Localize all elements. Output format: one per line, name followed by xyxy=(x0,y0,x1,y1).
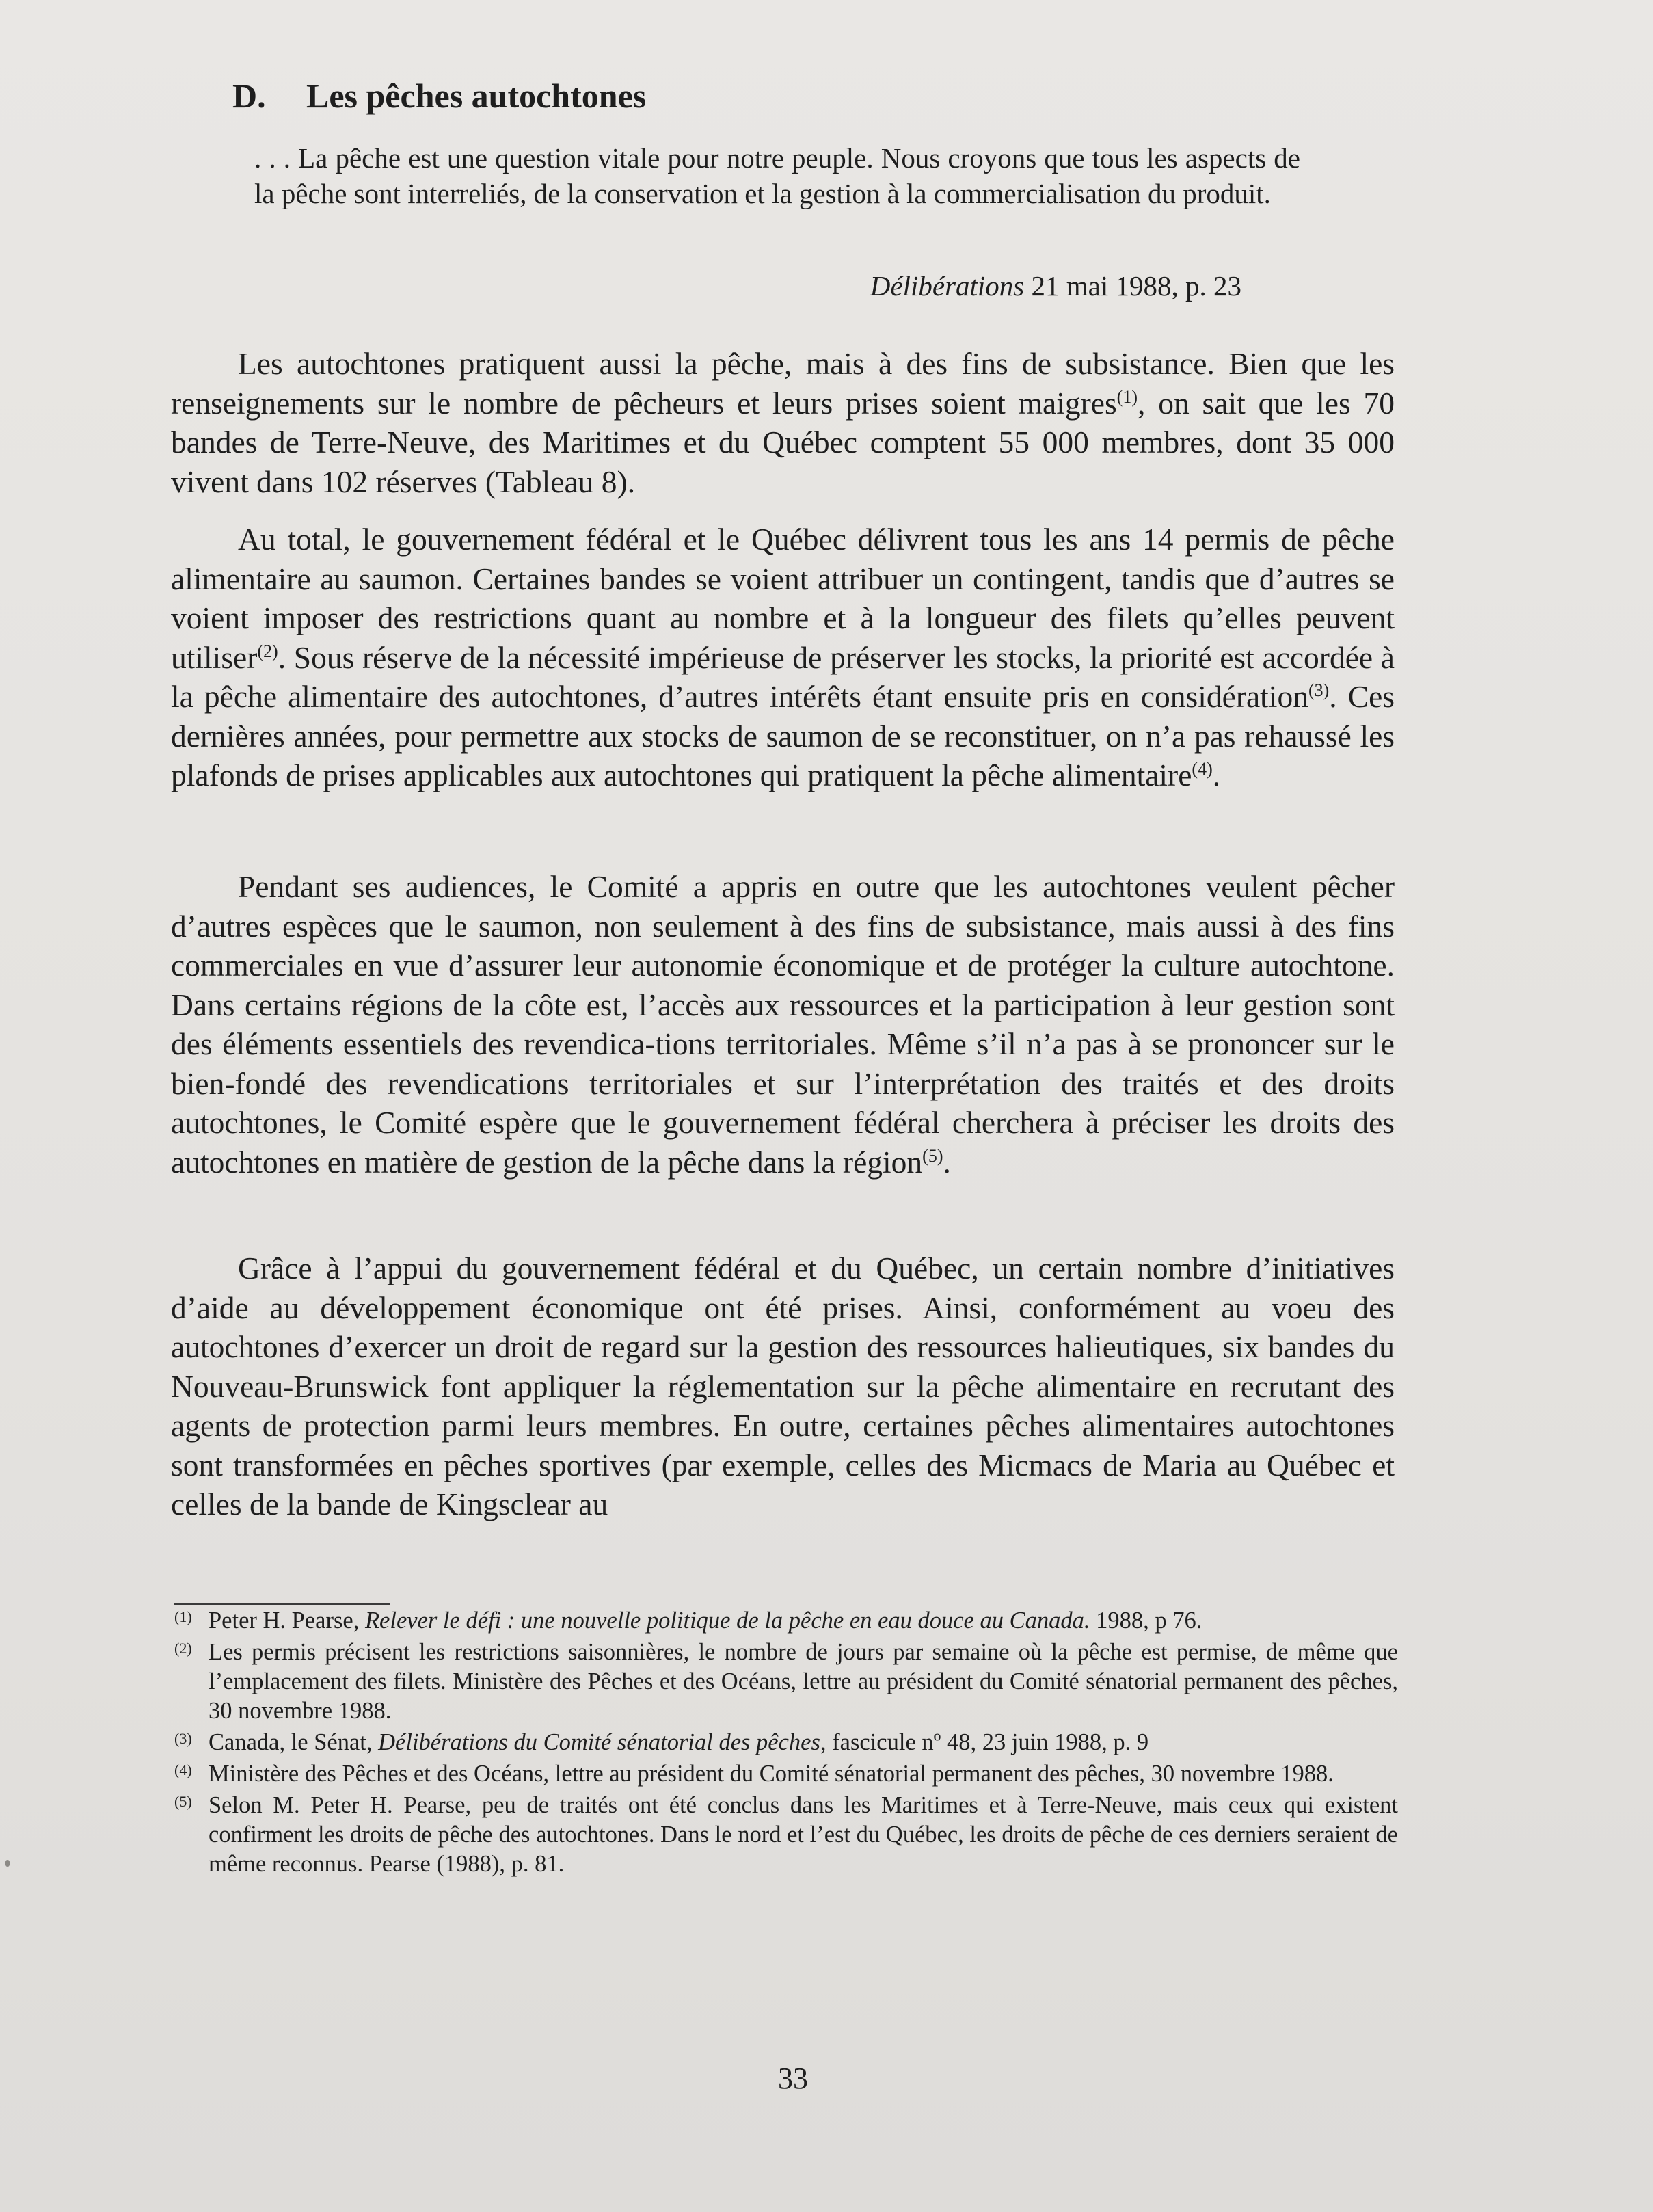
paragraph-1-text-b: , on sait que les 70 bandes de Terre-Neuve, des Maritimes et du Québec comptent 55 000 membres, dont 35 000 vivent dans 102 réserves (Tableau 8). xyxy=(171,385,1395,499)
quote-citation xyxy=(752,268,1241,304)
footnote-text-pre: Canada, le Sénat, xyxy=(209,1729,379,1755)
paragraph-2-text-c: . Ces dernières années, pour permettre aux stocks de saumon de se reconstituer, on n’a pas rehaussé les plafonds de prises applicables aux autochtones qui pratiquent la pêche alimentaire xyxy=(171,679,1395,792)
page-number: 33 xyxy=(778,2062,808,2095)
paragraph-1-text-a: Les autochtones pratiquent aussi la pêche, mais à des fins de subsistance. Bien que les renseignements sur le nombre de pêcheurs et leurs prises soient maigres xyxy=(171,346,1395,421)
footnote-text-italic: Relever le défi : une nouvelle politique de la pêche en eau douce au Canada. xyxy=(364,1608,1090,1634)
footnote-text xyxy=(209,1791,1398,1879)
paragraph-3-text-b: . xyxy=(943,1144,951,1180)
footnote-1 xyxy=(174,1606,1398,1636)
footnote-text xyxy=(209,1728,1398,1757)
paragraph-2-text-b: . Sous réserve de la nécessité impérieuse de préserver les stocks, la priorité est accordée à la pêche alimentaire des autochtones, d’autres intérêts étant ensuite pris en considération xyxy=(171,639,1395,714)
footnote-text-pre: Peter H. Pearse, xyxy=(209,1608,365,1634)
footnote-ref-3: (3) xyxy=(1308,680,1330,700)
footnote-number: (1) xyxy=(174,1608,192,1625)
citation-detail: 21 mai 1988, p. 23 xyxy=(1024,270,1241,302)
footnote-text-post: 1988, p 76. xyxy=(1090,1608,1202,1634)
section-heading xyxy=(232,74,646,118)
footnote-text xyxy=(209,1606,1398,1636)
footnote-text-italic: Délibérations du Comité sénatorial des pêches xyxy=(378,1729,820,1755)
paragraph-2-text-d: . xyxy=(1212,758,1221,792)
footnote-text xyxy=(209,1759,1398,1789)
footnote-text xyxy=(209,1638,1398,1726)
paragraph-2 xyxy=(171,520,1395,795)
footnote-ref-2: (2) xyxy=(257,641,278,661)
footnote-number: (3) xyxy=(174,1730,192,1747)
footnotes xyxy=(174,1606,1398,1881)
paragraph-3-text-a: Pendant ses audiences, le Comité a appris en outre que les autochtones veulent pêcher d’autres espèces que le saumon, non seulement à des fins de subsistance, mais aussi à des fins commerciales en vue d’assurer leur autonomie économique et de protéger la culture autochtone. Dans certains régions de la côte est, l’accès aux ressources et la participation à leur gestion sont des éléments essentiels des revendica-tions territoriales. Même s’il n’a pas à se prononcer sur le bien-fondé des revendications territoriales et sur l’interprétation des traités et des droits autochtones, le Comité espère que le gouvernement fédéral cherchera à préciser les droits des autochtones en matière de gestion de la pêche dans la région xyxy=(171,869,1395,1180)
footnote-ref-4: (4) xyxy=(1192,758,1213,779)
paragraph-4 xyxy=(171,1249,1395,1524)
footnote-5 xyxy=(174,1791,1398,1879)
citation-title: Délibérations xyxy=(870,270,1025,302)
section-title: Les pêches autochtones xyxy=(306,77,647,115)
paragraph-1 xyxy=(171,344,1395,501)
footnote-number: (2) xyxy=(174,1640,192,1657)
footnote-4 xyxy=(174,1759,1398,1789)
epigraph-quote: . . . La pêche est une question vitale pour notre peuple. Nous croyons que tous les aspects de la pêche sont interreliés, de la conservation et la gestion à la commercialisation du produit. xyxy=(254,142,1300,209)
footnote-number: (5) xyxy=(174,1793,192,1810)
paragraph-3 xyxy=(171,867,1395,1182)
footnote-text-pre: Ministère des Pêches et des Océans, lettre au président du Comité sénatorial permanent des pêches, 30 novembre 1988. xyxy=(209,1761,1334,1787)
footnote-2 xyxy=(174,1638,1398,1726)
footnote-ref-1: (1) xyxy=(1116,386,1138,407)
footnote-number: (4) xyxy=(174,1761,192,1778)
footnote-ref-5: (5) xyxy=(922,1145,943,1166)
scan-speck xyxy=(5,1860,10,1867)
footnote-text-pre: Selon M. Peter H. Pearse, peu de traités ont été conclus dans les Maritimes et à Terre-Neuve, mais ceux qui existent confirment les droits de pêche des autochtones. Dans le nord et l’est du Québec, les droits de pêche de ces derniers seraient de même reconnus. Pearse (1988), p. 81. xyxy=(209,1792,1398,1877)
footnote-text-pre: Les permis précisent les restrictions saisonnières, le nombre de jours par semaine où la pêche est permise, de même que l’emplacement des filets. Ministère des Pêches et des Océans, lettre au président du Comité sénatorial permanent des pêches, 30 novembre 1988. xyxy=(209,1639,1398,1724)
section-letter: D. xyxy=(232,77,266,115)
paragraph-4-text: Grâce à l’appui du gouvernement fédéral et du Québec, un certain nombre d’initiatives d’aide au développement économique ont été prises. Ainsi, conformément au voeu des autochtones d’exercer un droit de regard sur la gestion des ressources halieutiques, six bandes du Nouveau-Brunswick font appliquer la réglementation sur la pêche alimentaire en recrutant des agents de protection parmi leurs membres. En outre, certaines pêches alimentaires autochtones sont transformées en pêches sportives (par exemple, celles des Micmacs de Maria au Québec et celles de la bande de Kingsclear au xyxy=(171,1251,1395,1521)
paragraph-2-text-a: Au total, le gouvernement fédéral et le Québec délivrent tous les ans 14 permis de pêche alimentaire au saumon. Certaines bandes se voient attribuer un contingent, tandis que d’autres se voient imposer des restrictions quant au nombre et à la longueur des filets qu’elles peuvent utiliser xyxy=(171,522,1395,675)
footnote-3 xyxy=(174,1728,1398,1757)
footnote-text-post: , fascicule nº 48, 23 juin 1988, p. 9 xyxy=(820,1729,1149,1755)
